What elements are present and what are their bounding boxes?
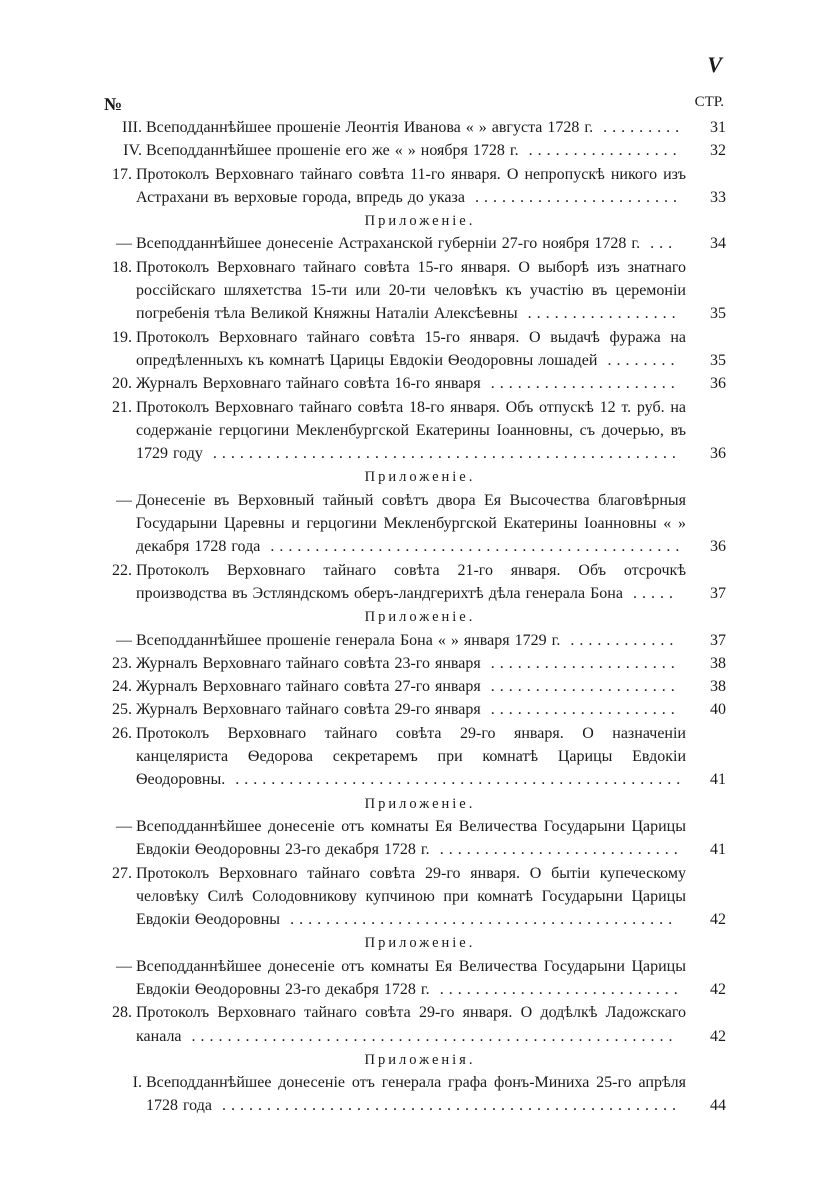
entry-number: 23. [112,654,132,672]
entry-page: 33 [710,188,726,206]
entry-title [136,652,686,675]
entry-title-text: Протоколъ Верховнаго тайнаго совѣта 21-го января. Объ отсрочкѣ производства въ Эстляндскомъ оберъ-ландгерихтѣ дѣла генерала Бона [136,561,686,602]
toc-entry [100,559,726,606]
toc-entry [100,372,726,395]
entry-page: 35 [710,351,726,369]
entry-page: 36 [710,375,726,393]
dot-leader: ......... [593,119,685,136]
entry-number: 19. [112,328,132,346]
entry-number: 21. [112,398,132,416]
entry-page: 38 [710,654,726,672]
appendix-heading: Приложенія. [364,1051,476,1068]
appendix-heading: Приложеніе. [364,795,476,812]
entry-title-text: Протоколъ Верховнаго тайнаго совѣта 18-го января. Объ отпускѣ 12 т. руб. на содержаніе герцогини Мекленбургской Екатерины Іоанновны, съ дочерью, въ 1729 году [136,398,686,463]
entry-title [136,698,686,721]
entry-title-text: Всеподданнѣйшее прошеніе Леонтія Иванова « » августа 1728 г. [146,119,594,136]
dot-leader: ........................................... [280,911,678,929]
dot-leader: ....................... [464,188,682,206]
entry-title-text: Журналъ Верховнаго тайнаго совѣта 27-го января [136,678,481,696]
toc-entry [100,652,726,675]
dot-leader: ... [640,235,678,253]
entry-title [136,815,686,862]
entry-title [136,675,686,698]
entry-title-text: Протоколъ Верховнаго тайнаго совѣта 29-го января. О додѣлкѣ Ладожскаго канала [136,1004,686,1045]
entry-title [136,955,686,1002]
entry-title-text: Всеподданнѣйшее донесеніе отъ генерала графа фонъ-Миниха 25-го апрѣля 1728 года [146,1074,686,1115]
entry-number: 26. [112,724,132,742]
entry-page: 38 [710,678,726,696]
toc-entry [100,163,726,210]
entry-number: — [116,817,132,835]
toc-entry [100,139,726,162]
entry-number: IV. [123,142,142,160]
entry-number: 25. [112,701,132,719]
toc-entry [100,698,726,721]
entry-title-text: Протоколъ Верховнаго тайнаго совѣта 11-го января. О непропускѣ никого изъ Астрахани въ верховые города, впредь до указа [136,165,686,206]
entry-title-text: Протоколъ Верховнаго тайнаго совѣта 29-го января. О бытіи купеческому человѣку Силѣ Солодовникову купчиною при комнатѣ Государыни Царицы Евдокіи Ѳеодоровны [136,864,686,929]
appendix-heading: Приложеніе. [364,213,476,230]
entry-title [136,372,686,395]
toc-entry [100,396,726,466]
entry-title-text: Всеподданнѣйшее прошеніе генерала Бона « » января 1729 г. [136,631,561,649]
page-number: V [707,52,722,77]
dot-leader: ...................................................... [181,1027,678,1045]
entry-number: I. [132,1074,142,1092]
entry-title-text: Журналъ Верховнаго тайнаго совѣта 29-го января [136,701,481,719]
dot-leader: ................................................... [211,1097,681,1115]
dot-leader: ............ [560,631,679,649]
entry-page: 41 [710,771,726,789]
toc-entry [100,862,726,932]
dot-leader: ........................... [429,841,683,859]
entry-page: 44 [710,1097,726,1115]
toc-entry [100,116,726,139]
entry-page: 40 [710,701,726,719]
entry-number: 28. [112,1004,132,1022]
appendix-heading: Приложеніе. [364,935,476,952]
toc-entry [100,1001,726,1048]
dot-leader: .............................................. [260,538,685,556]
appendix-heading: Приложеніе. [364,609,476,626]
entry-title [136,163,686,210]
entry-page: 41 [710,841,726,859]
dot-leader: ..................... [480,678,680,696]
entry-title [136,629,686,652]
dot-leader: ..................... [480,654,680,672]
entry-page: 42 [710,1027,726,1045]
toc-entry [100,675,726,698]
page-column-header: СТР. [694,94,724,110]
toc-entry [100,489,726,559]
entry-title [136,559,686,606]
dot-leader: ........ [597,351,680,369]
entry-number: — [116,631,132,649]
entry-page: 37 [710,584,726,602]
toc-entry [100,232,726,255]
entry-title-text: Журналъ Верховнаго тайнаго совѣта 16-го января [136,375,481,393]
dot-leader: ........................... [429,980,683,998]
appendix-heading: Приложеніе. [364,469,476,486]
number-column-header: № [104,94,123,114]
entry-page: 36 [710,538,726,556]
toc-entry [100,256,726,326]
entry-title [136,232,686,255]
entry-title-text: Протоколъ Верховнаго тайнаго совѣта 15-го января. О выборѣ изъ знатнаго россійскаго шляхетства 15-ти или 20-ти человѣкъ къ участію въ церемоніи погребенія тѣла Великой Княжны Наталіи Алексѣевны [136,258,686,323]
entry-page: 35 [710,305,726,323]
entry-title-text: Всеподданнѣйшее донесеніе Астраханской губерніи 27-го ноября 1728 г. [136,235,641,253]
entry-page: 42 [710,911,726,929]
dot-leader: ..................... [480,701,680,719]
entry-title [146,1071,686,1118]
entry-title-text: Протоколъ Верховнаго тайнаго совѣта 15-го января. О выдачѣ фуража на опредѣленныхъ къ комнатѣ Царицы Евдокіи Ѳеодоровны лошадей [136,328,686,369]
entry-page: 34 [710,235,726,253]
entry-title [136,326,686,373]
toc-entry [100,1071,726,1118]
entry-title-text: Журналъ Верховнаго тайнаго совѣта 23-го января [136,654,481,672]
entry-page: 31 [710,119,726,136]
dot-leader: ..... [622,584,678,602]
entry-page: 42 [710,980,726,998]
entry-number: 22. [112,561,132,579]
dot-leader: ................. [518,142,682,160]
entry-title-text: Всеподданнѣйшее донесеніе отъ комнаты Ея Величества Государыни Царицы Евдокіи Ѳеодоровны 23-го декабря 1728 г. [136,957,686,998]
entry-number: — [116,235,132,253]
dot-leader: .................................................... [202,445,681,463]
entry-number: — [116,957,132,975]
entry-title-text: Всеподданнѣйшее донесеніе отъ комнаты Ея Величества Государыни Царицы Евдокіи Ѳеодоровны 23-го декабря 1728 г. [136,817,686,859]
entry-number: 18. [112,258,132,276]
dot-leader: ................. [517,305,681,323]
entry-title [136,722,686,792]
entry-title [146,116,686,139]
toc-entry [100,629,726,652]
entry-number: 27. [112,864,132,882]
toc-entry [100,326,726,373]
toc-entry [100,955,726,1002]
entry-title [136,489,686,559]
entry-number: — [116,491,132,509]
entry-title-text: Донесеніе въ Верховный тайный совѣтъ двора Ея Высочества благовѣрныя Государыни Царевны и герцогини Мекленбургской Екатерины Іоанновны « » декабря 1728 года [136,491,686,556]
entry-title [146,139,686,162]
dot-leader: ..................... [480,375,680,393]
entry-title-text: Всеподданнѣйшее прошеніе его же « » ноября 1728 г. [146,142,519,160]
dot-leader: .................................................. [225,771,686,789]
entry-number: 17. [112,165,132,183]
entry-number: III. [122,119,142,136]
entry-title-text: Протоколъ Верховнаго тайнаго совѣта 29-го января. О назначеніи канцеляриста Ѳедорова секретаремъ при комнатѣ Царицы Евдокіи Ѳеодоровны. [136,724,686,789]
entry-number: 24. [112,678,132,696]
entry-number: 20. [112,375,132,393]
entry-page: 32 [710,142,726,160]
toc-header [104,94,724,116]
entry-title [136,1001,686,1048]
entry-title [136,862,686,932]
entry-page: 36 [710,445,726,463]
table-of-contents [100,116,726,1118]
toc-entry [100,815,726,862]
entry-title [136,256,686,326]
entry-title [136,396,686,466]
entry-page: 37 [710,631,726,649]
toc-entry [100,722,726,792]
